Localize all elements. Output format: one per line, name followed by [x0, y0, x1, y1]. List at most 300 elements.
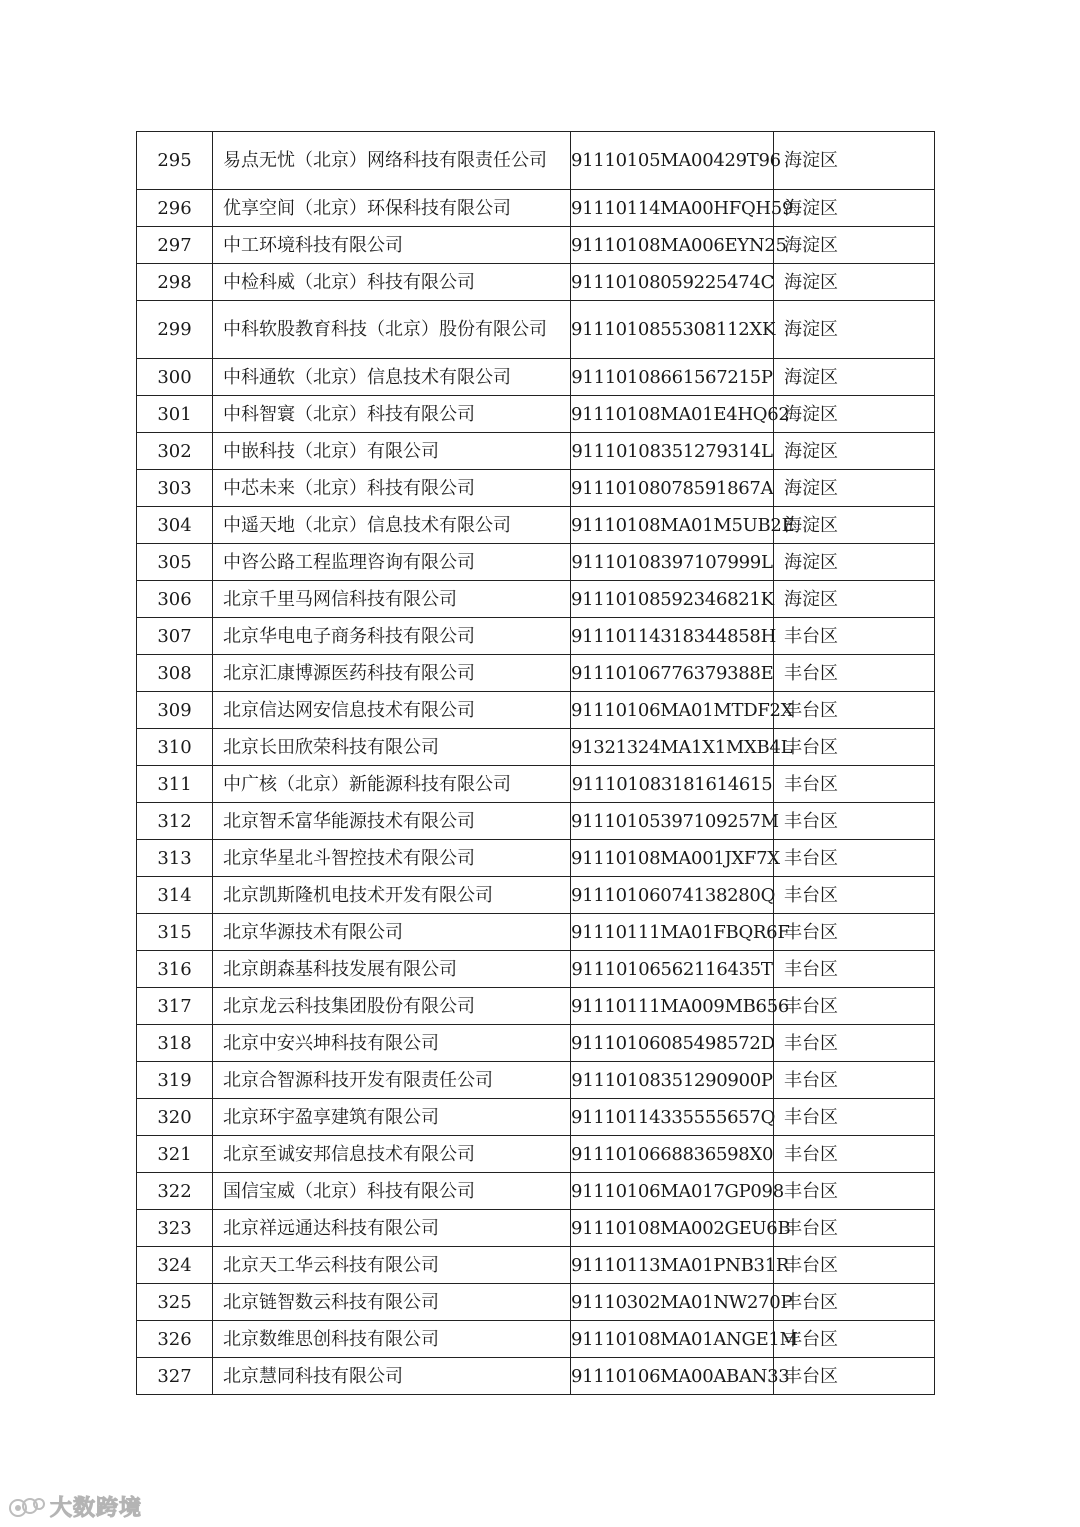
- credit-code: 91110111MA01FBQR6F: [571, 921, 790, 943]
- row-number-cell: [137, 301, 213, 359]
- district: 丰台区: [784, 1254, 838, 1276]
- district: 丰台区: [784, 662, 838, 684]
- company-name-cell: [213, 914, 571, 951]
- table-row: [137, 988, 935, 1025]
- company-name: 北京华星北斗智控技术有限公司: [223, 847, 475, 869]
- credit-code-cell: [571, 1284, 793, 1321]
- district: 丰台区: [784, 625, 838, 647]
- credit-code-cell: [571, 227, 787, 264]
- district: 丰台区: [784, 958, 838, 980]
- credit-code-cell: [571, 301, 774, 359]
- company-name: 中科智寰（北京）科技有限公司: [223, 403, 475, 425]
- row-number-cell: [137, 1025, 213, 1062]
- district: 海淀区: [784, 477, 838, 499]
- company-name-cell: [213, 1358, 571, 1395]
- company-name: 北京汇康博源医药科技有限公司: [223, 662, 475, 684]
- company-name-cell: [213, 1284, 571, 1321]
- company-name: 中科通软（北京）信息技术有限公司: [223, 366, 511, 388]
- district-cell: [774, 729, 935, 766]
- company-name: 北京朗森基科技发展有限公司: [223, 958, 457, 980]
- district: 丰台区: [784, 995, 838, 1017]
- row-number: 310: [157, 736, 192, 758]
- company-name: 北京中安兴坤科技有限公司: [223, 1032, 439, 1054]
- company-name-cell: [213, 301, 571, 359]
- table-row: [137, 1173, 935, 1210]
- district-cell: [774, 190, 935, 227]
- company-name-cell: [213, 877, 571, 914]
- row-number: 318: [157, 1032, 192, 1054]
- district: 丰台区: [784, 1365, 838, 1387]
- row-number: 322: [157, 1180, 192, 1202]
- row-number: 313: [157, 847, 192, 869]
- district: 丰台区: [784, 1143, 838, 1165]
- company-name: 北京华电电子商务科技有限公司: [223, 625, 475, 647]
- company-name-cell: [213, 1247, 571, 1284]
- table-row: [137, 766, 935, 803]
- row-number: 321: [157, 1143, 192, 1165]
- company-name-cell: [213, 951, 571, 988]
- company-name: 北京祥远通达科技有限公司: [223, 1217, 439, 1239]
- district: 丰台区: [784, 1217, 838, 1239]
- row-number-cell: [137, 1173, 213, 1210]
- row-number-cell: [137, 470, 213, 507]
- table-row: [137, 692, 935, 729]
- company-name-cell: [213, 396, 571, 433]
- credit-code: 91110108MA01E4HQ62: [571, 403, 790, 425]
- table-row: [137, 1284, 935, 1321]
- district: 海淀区: [784, 366, 838, 388]
- district: 海淀区: [784, 588, 838, 610]
- row-number: 314: [157, 884, 192, 906]
- district-cell: [774, 655, 935, 692]
- watermark: [6, 1491, 142, 1521]
- credit-code-cell: [571, 729, 793, 766]
- credit-code-cell: [571, 1136, 774, 1173]
- district: 丰台区: [784, 921, 838, 943]
- credit-code: 91110108592346821K: [571, 588, 774, 610]
- table-row: [137, 433, 935, 470]
- credit-code: 91110106MA00ABAN33: [571, 1365, 790, 1387]
- credit-code: 9111010668836598X0: [571, 1143, 774, 1165]
- credit-code: 91110108351290900P: [571, 1069, 773, 1091]
- table-body: [137, 132, 935, 1395]
- company-name: 北京数维思创科技有限公司: [223, 1328, 439, 1350]
- table-row: [137, 132, 935, 190]
- district: 海淀区: [784, 150, 838, 171]
- credit-code: 91110108MA01M5UB2E: [571, 514, 795, 536]
- table-row: [137, 655, 935, 692]
- row-number-cell: [137, 544, 213, 581]
- row-number: 299: [157, 319, 192, 340]
- row-number-cell: [137, 227, 213, 264]
- district-cell: [774, 988, 935, 1025]
- credit-code-cell: [571, 840, 780, 877]
- district-cell: [774, 1062, 935, 1099]
- credit-code: 91110302MA01NW270P: [571, 1291, 793, 1313]
- credit-code-cell: [571, 544, 774, 581]
- company-name: 北京龙云科技集团股份有限公司: [223, 995, 475, 1017]
- district-cell: [774, 507, 935, 544]
- table-row: [137, 1099, 935, 1136]
- row-number-cell: [137, 581, 213, 618]
- row-number-cell: [137, 190, 213, 227]
- company-name-cell: [213, 544, 571, 581]
- company-name-cell: [213, 433, 571, 470]
- row-number-cell: [137, 264, 213, 301]
- company-name-cell: [213, 729, 571, 766]
- company-name: 北京智禾富华能源技术有限公司: [223, 810, 475, 832]
- company-name-cell: [213, 132, 571, 190]
- row-number: 307: [157, 625, 192, 647]
- company-name: 中科软股教育科技（北京）股份有限公司: [223, 319, 547, 340]
- company-name-cell: [213, 1099, 571, 1136]
- row-number: 327: [157, 1365, 192, 1387]
- row-number-cell: [137, 1247, 213, 1284]
- district-cell: [774, 396, 935, 433]
- district-cell: [774, 1173, 935, 1210]
- credit-code-cell: [571, 470, 774, 507]
- table-row: [137, 1025, 935, 1062]
- row-number-cell: [137, 1321, 213, 1358]
- credit-code: 91110106085498572D: [571, 1032, 775, 1054]
- credit-code-cell: [571, 132, 781, 190]
- credit-code: 91110114318344858H: [571, 625, 776, 647]
- credit-code: 91110114MA00HFQH59: [571, 197, 794, 219]
- row-number-cell: [137, 729, 213, 766]
- district-cell: [774, 951, 935, 988]
- district: 丰台区: [784, 847, 838, 869]
- table-row: [137, 264, 935, 301]
- row-number: 302: [157, 440, 192, 462]
- credit-code: 91321324MA1X1MXB4L: [571, 736, 793, 758]
- district-cell: [774, 132, 935, 190]
- row-number-cell: [137, 951, 213, 988]
- table-row: [137, 877, 935, 914]
- district-cell: [774, 1321, 935, 1358]
- district-cell: [774, 877, 935, 914]
- company-name: 北京至诚安邦信息技术有限公司: [223, 1143, 475, 1165]
- table-row: [137, 1321, 935, 1358]
- row-number-cell: [137, 803, 213, 840]
- row-number: 298: [157, 271, 192, 293]
- row-number-cell: [137, 507, 213, 544]
- district: 丰台区: [784, 1069, 838, 1091]
- row-number-cell: [137, 618, 213, 655]
- company-name-cell: [213, 655, 571, 692]
- company-name: 中咨公路工程监理咨询有限公司: [223, 551, 475, 573]
- district: 海淀区: [784, 234, 838, 256]
- row-number: 325: [157, 1291, 192, 1313]
- district: 海淀区: [784, 514, 838, 536]
- company-name: 北京慧同科技有限公司: [223, 1365, 403, 1387]
- company-name-cell: [213, 988, 571, 1025]
- credit-code-cell: [571, 264, 774, 301]
- credit-code: 91110113MA01PNB31R: [571, 1254, 790, 1276]
- credit-code-cell: [571, 618, 774, 655]
- row-number: 297: [157, 234, 192, 256]
- table-row: [137, 1358, 935, 1395]
- district-cell: [774, 1136, 935, 1173]
- row-number: 309: [157, 699, 192, 721]
- district: 丰台区: [784, 884, 838, 906]
- credit-code: 91110108MA001JXF7X: [571, 847, 780, 869]
- district-cell: [774, 1210, 935, 1247]
- district: 海淀区: [784, 197, 838, 219]
- row-number: 305: [157, 551, 192, 573]
- row-number-cell: [137, 359, 213, 396]
- row-number: 300: [157, 366, 192, 388]
- district-cell: [774, 264, 935, 301]
- row-number-cell: [137, 1210, 213, 1247]
- credit-code-cell: [571, 1358, 790, 1395]
- district: 丰台区: [784, 699, 838, 721]
- credit-code: 91110106MA01MTDF2X: [571, 699, 794, 721]
- table-row: [137, 1247, 935, 1284]
- watermark-text: 大数跨境: [50, 1495, 143, 1521]
- credit-code: 91110108661567215P: [571, 366, 773, 388]
- company-name: 北京凯斯隆机电技术开发有限公司: [223, 884, 493, 906]
- row-number-cell: [137, 877, 213, 914]
- district: 丰台区: [784, 773, 838, 795]
- company-name-cell: [213, 1173, 571, 1210]
- credit-code-cell: [571, 1321, 798, 1358]
- district-cell: [774, 1099, 935, 1136]
- credit-code-cell: [571, 692, 794, 729]
- company-name: 北京长田欣荣科技有限公司: [223, 736, 439, 758]
- company-name-cell: [213, 581, 571, 618]
- company-name-cell: [213, 470, 571, 507]
- credit-code: 91110108078591867A: [571, 477, 774, 499]
- row-number-cell: [137, 396, 213, 433]
- district-cell: [774, 766, 935, 803]
- company-name: 中广核（北京）新能源科技有限公司: [223, 773, 511, 795]
- company-name: 中检科威（北京）科技有限公司: [223, 271, 475, 293]
- company-name: 中芯未来（北京）科技有限公司: [223, 477, 475, 499]
- table-row: [137, 190, 935, 227]
- table-row: [137, 359, 935, 396]
- district: 海淀区: [784, 440, 838, 462]
- district-cell: [774, 433, 935, 470]
- district: 丰台区: [784, 1328, 838, 1350]
- row-number: 304: [157, 514, 192, 536]
- district-cell: [774, 1247, 935, 1284]
- credit-code: 91110106562116435T: [571, 958, 773, 980]
- company-name-cell: [213, 227, 571, 264]
- company-name-cell: [213, 766, 571, 803]
- district-cell: [774, 618, 935, 655]
- company-name: 北京华源技术有限公司: [223, 921, 403, 943]
- credit-code: 91110108351279314L: [571, 440, 773, 462]
- district-cell: [774, 914, 935, 951]
- table-row: [137, 544, 935, 581]
- company-name: 北京合智源科技开发有限责任公司: [223, 1069, 493, 1091]
- company-name-cell: [213, 1321, 571, 1358]
- row-number-cell: [137, 1136, 213, 1173]
- row-number: 303: [157, 477, 192, 499]
- credit-code-cell: [571, 1173, 784, 1210]
- credit-code-cell: [571, 190, 794, 227]
- company-name: 北京环宇盈享建筑有限公司: [223, 1106, 439, 1128]
- row-number-cell: [137, 1358, 213, 1395]
- company-name-cell: [213, 1136, 571, 1173]
- credit-code-cell: [571, 1025, 774, 1062]
- company-name-cell: [213, 264, 571, 301]
- district-cell: [774, 227, 935, 264]
- row-number: 312: [157, 810, 192, 832]
- row-number: 326: [157, 1328, 192, 1350]
- table-row: [137, 1136, 935, 1173]
- row-number-cell: [137, 914, 213, 951]
- credit-code: 91110108MA006EYN25: [571, 234, 787, 256]
- company-name: 中遥天地（北京）信息技术有限公司: [223, 514, 511, 536]
- company-name-cell: [213, 507, 571, 544]
- credit-code: 91110108397107999L: [571, 551, 773, 573]
- credit-code-cell: [571, 655, 774, 692]
- table-row: [137, 951, 935, 988]
- district: 海淀区: [784, 319, 838, 340]
- district: 丰台区: [784, 736, 838, 758]
- weibo-logo-icon: [6, 1493, 46, 1519]
- credit-code: 911101083181614615: [571, 773, 773, 795]
- row-number: 301: [157, 403, 192, 425]
- row-number: 323: [157, 1217, 192, 1239]
- row-number: 306: [157, 588, 192, 610]
- company-name-cell: [213, 1025, 571, 1062]
- row-number: 317: [157, 995, 192, 1017]
- table-row: [137, 618, 935, 655]
- table-row: [137, 1062, 935, 1099]
- district: 海淀区: [784, 551, 838, 573]
- district-cell: [774, 1025, 935, 1062]
- row-number: 319: [157, 1069, 192, 1091]
- company-name: 北京千里马网信科技有限公司: [223, 588, 457, 610]
- row-number-cell: [137, 766, 213, 803]
- district-cell: [774, 1284, 935, 1321]
- credit-code-cell: [571, 766, 774, 803]
- row-number: 316: [157, 958, 192, 980]
- table-row: [137, 914, 935, 951]
- company-name-cell: [213, 1210, 571, 1247]
- row-number-cell: [137, 1099, 213, 1136]
- credit-code: 91110108MA002GEU6B: [571, 1217, 791, 1239]
- district: 丰台区: [784, 1032, 838, 1054]
- row-number: 308: [157, 662, 192, 684]
- table-row: [137, 507, 935, 544]
- table-row: [137, 470, 935, 507]
- district-cell: [774, 544, 935, 581]
- row-number-cell: [137, 655, 213, 692]
- company-name-cell: [213, 359, 571, 396]
- credit-code-cell: [571, 396, 790, 433]
- row-number-cell: [137, 1062, 213, 1099]
- company-name: 易点无忧（北京）网络科技有限责任公司: [223, 150, 547, 171]
- row-number-cell: [137, 840, 213, 877]
- company-name: 优享空间（北京）环保科技有限公司: [223, 197, 511, 219]
- credit-code: 91110106MA017GP098: [571, 1180, 784, 1202]
- credit-code-cell: [571, 988, 790, 1025]
- credit-code-cell: [571, 914, 790, 951]
- company-name-cell: [213, 803, 571, 840]
- company-name: 北京链智数云科技有限公司: [223, 1291, 439, 1313]
- company-name: 北京天工华云科技有限公司: [223, 1254, 439, 1276]
- company-name: 中嵌科技（北京）有限公司: [223, 440, 439, 462]
- district-cell: [774, 840, 935, 877]
- credit-code-cell: [571, 359, 774, 396]
- district-cell: [774, 581, 935, 618]
- district-cell: [774, 359, 935, 396]
- district-cell: [774, 692, 935, 729]
- district-cell: [774, 1358, 935, 1395]
- credit-code: 91110106074138280Q: [571, 884, 776, 906]
- row-number-cell: [137, 433, 213, 470]
- credit-code-cell: [571, 951, 774, 988]
- row-number-cell: [137, 692, 213, 729]
- table-row: [137, 729, 935, 766]
- table-row: [137, 301, 935, 359]
- credit-code: 91110106776379388E: [571, 662, 774, 684]
- company-name-cell: [213, 618, 571, 655]
- table-row: [137, 1210, 935, 1247]
- company-name-cell: [213, 190, 571, 227]
- credit-code: 9111010855308112XK: [571, 319, 776, 340]
- row-number-cell: [137, 988, 213, 1025]
- row-number: 320: [157, 1106, 192, 1128]
- credit-code-cell: [571, 877, 774, 914]
- credit-code: 91110108059225474C: [571, 271, 775, 293]
- company-name: 北京信达网安信息技术有限公司: [223, 699, 475, 721]
- credit-code-cell: [571, 1099, 774, 1136]
- district: 海淀区: [784, 271, 838, 293]
- credit-code-cell: [571, 1247, 790, 1284]
- district: 丰台区: [784, 1291, 838, 1313]
- table-row: [137, 581, 935, 618]
- row-number: 315: [157, 921, 192, 943]
- row-number: 295: [157, 150, 192, 171]
- table-row: [137, 396, 935, 433]
- district: 丰台区: [784, 810, 838, 832]
- table-row: [137, 227, 935, 264]
- company-name: 中工环境科技有限公司: [223, 234, 403, 256]
- credit-code: 91110114335555657Q: [571, 1106, 776, 1128]
- table-row: [137, 803, 935, 840]
- credit-code-cell: [571, 1062, 774, 1099]
- district-cell: [774, 470, 935, 507]
- credit-code: 91110105MA00429T96: [571, 150, 781, 171]
- district: 丰台区: [784, 1180, 838, 1202]
- row-number-cell: [137, 1284, 213, 1321]
- district: 海淀区: [784, 403, 838, 425]
- company-name-cell: [213, 1062, 571, 1099]
- row-number: 311: [157, 773, 192, 795]
- company-list-table: [136, 131, 935, 1395]
- district: 丰台区: [784, 1106, 838, 1128]
- row-number: 324: [157, 1254, 192, 1276]
- table-row: [137, 840, 935, 877]
- district-cell: [774, 301, 935, 359]
- district-cell: [774, 803, 935, 840]
- credit-code: 91110105397109257M: [571, 810, 779, 832]
- company-name: 国信宝威（北京）科技有限公司: [223, 1180, 475, 1202]
- row-number-cell: [137, 132, 213, 190]
- credit-code-cell: [571, 507, 795, 544]
- credit-code: 91110108MA01ANGE1M: [571, 1328, 798, 1350]
- credit-code-cell: [571, 581, 774, 618]
- credit-code-cell: [571, 803, 779, 840]
- company-name-cell: [213, 840, 571, 877]
- credit-code-cell: [571, 433, 774, 470]
- company-name-cell: [213, 692, 571, 729]
- row-number: 296: [157, 197, 192, 219]
